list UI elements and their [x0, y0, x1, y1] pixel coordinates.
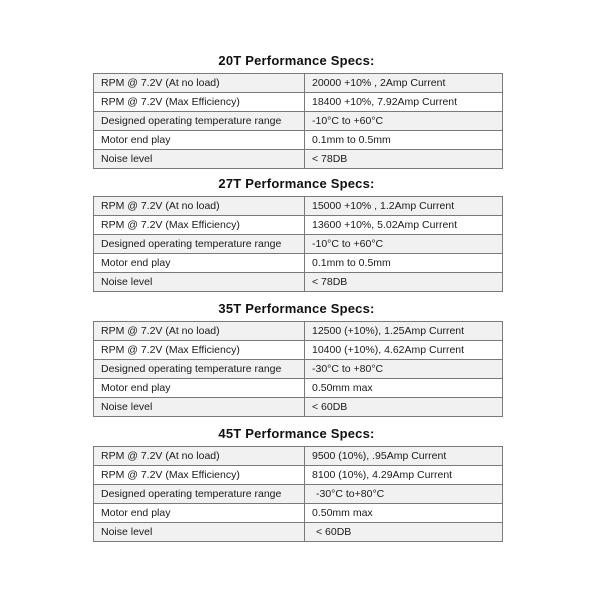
- section-27t: [93, 174, 500, 292]
- section-title: 27T Performance Specs:: [218, 176, 375, 191]
- table-row: [94, 485, 503, 504]
- row-value: -30°C to +80°C: [305, 360, 503, 379]
- table-row: [94, 379, 503, 398]
- row-label: RPM @ 7.2V (Max Efficiency): [94, 216, 305, 235]
- row-value: -10°C to +60°C: [305, 235, 503, 254]
- row-value: 0.50mm max: [305, 379, 503, 398]
- table-row: [94, 93, 503, 112]
- row-label: Motor end play: [94, 131, 305, 150]
- section-45t: [93, 424, 500, 542]
- table-row: [94, 150, 503, 169]
- table-row: [94, 112, 503, 131]
- row-label: Noise level: [94, 398, 305, 417]
- row-value: -10°C to +60°C: [305, 112, 503, 131]
- row-value: 8100 (10%), 4.29Amp Current: [305, 466, 503, 485]
- table-row: [94, 216, 503, 235]
- row-value: 18400 +10%, 7.92Amp Current: [305, 93, 503, 112]
- section-20t: [93, 51, 500, 169]
- spec-table: [93, 73, 503, 169]
- row-value: < 78DB: [305, 273, 503, 292]
- table-row: [94, 197, 503, 216]
- row-label: Noise level: [94, 523, 305, 542]
- row-label: Noise level: [94, 273, 305, 292]
- row-value: 10400 (+10%), 4.62Amp Current: [305, 341, 503, 360]
- row-value: -30°C to+80°C: [305, 485, 503, 504]
- table-row: [94, 235, 503, 254]
- row-label: Noise level: [94, 150, 305, 169]
- table-row: [94, 254, 503, 273]
- row-label: Motor end play: [94, 504, 305, 523]
- section-35t: [93, 299, 500, 417]
- spec-table: [93, 446, 503, 542]
- table-row: [94, 523, 503, 542]
- row-value: < 78DB: [305, 150, 503, 169]
- table-row: [94, 131, 503, 150]
- table-row: [94, 466, 503, 485]
- table-row: [94, 504, 503, 523]
- table-row: [94, 74, 503, 93]
- row-value: < 60DB: [305, 523, 503, 542]
- row-value: 0.50mm max: [305, 504, 503, 523]
- row-value: 13600 +10%, 5.02Amp Current: [305, 216, 503, 235]
- row-label: Designed operating temperature range: [94, 485, 305, 504]
- row-value: 12500 (+10%), 1.25Amp Current: [305, 322, 503, 341]
- row-label: Motor end play: [94, 254, 305, 273]
- table-row: [94, 273, 503, 292]
- table-row: [94, 341, 503, 360]
- row-label: Designed operating temperature range: [94, 112, 305, 131]
- section-title: 35T Performance Specs:: [218, 301, 375, 316]
- row-value: 0.1mm to 0.5mm: [305, 254, 503, 273]
- table-row: [94, 360, 503, 379]
- row-label: RPM @ 7.2V (Max Efficiency): [94, 466, 305, 485]
- table-row: [94, 398, 503, 417]
- spec-table: [93, 321, 503, 417]
- row-label: RPM @ 7.2V (At no load): [94, 74, 305, 93]
- row-value: 15000 +10% , 1.2Amp Current: [305, 197, 503, 216]
- table-row: [94, 322, 503, 341]
- row-label: RPM @ 7.2V (At no load): [94, 322, 305, 341]
- row-value: 9500 (10%), .95Amp Current: [305, 447, 503, 466]
- row-label: RPM @ 7.2V (Max Efficiency): [94, 93, 305, 112]
- row-value: 0.1mm to 0.5mm: [305, 131, 503, 150]
- row-label: Designed operating temperature range: [94, 235, 305, 254]
- table-row: [94, 447, 503, 466]
- row-label: RPM @ 7.2V (At no load): [94, 447, 305, 466]
- row-label: RPM @ 7.2V (Max Efficiency): [94, 341, 305, 360]
- row-value: 20000 +10% , 2Amp Current: [305, 74, 503, 93]
- section-title: 45T Performance Specs:: [218, 426, 375, 441]
- spec-table: [93, 196, 503, 292]
- row-label: RPM @ 7.2V (At no load): [94, 197, 305, 216]
- row-value: < 60DB: [305, 398, 503, 417]
- row-label: Motor end play: [94, 379, 305, 398]
- row-label: Designed operating temperature range: [94, 360, 305, 379]
- section-title: 20T Performance Specs:: [218, 53, 375, 68]
